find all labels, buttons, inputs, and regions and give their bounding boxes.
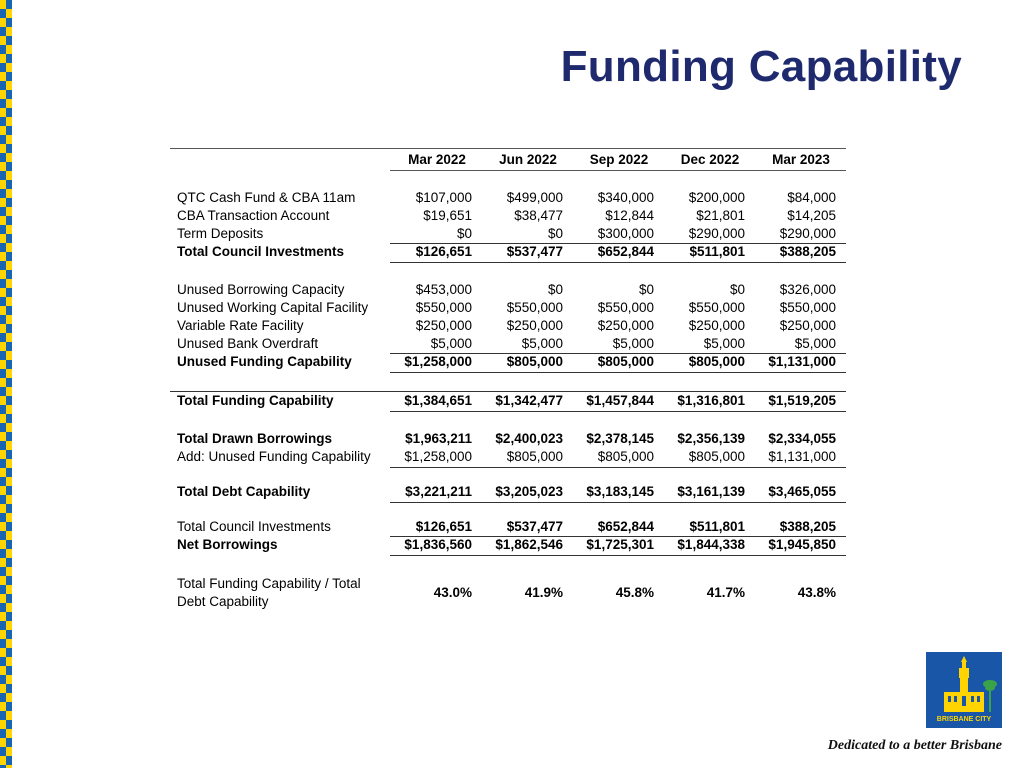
cell-value: $3,221,211: [405, 484, 472, 499]
cell-value: $14,205: [787, 208, 836, 223]
table-row: [170, 300, 846, 318]
table-rule: [390, 411, 846, 412]
cell-value: $805,000: [688, 449, 745, 464]
cell-value: $200,000: [688, 190, 745, 205]
table-row: [170, 336, 846, 354]
cell-value: 43.8%: [797, 585, 836, 600]
cell-value: $453,000: [415, 282, 472, 297]
table-rule: [390, 262, 846, 263]
cell-value: $1,131,000: [768, 354, 836, 369]
table-row: [170, 393, 846, 411]
table-header-row: [170, 152, 846, 170]
cell-value: $0: [547, 226, 563, 241]
cell-value: $2,400,023: [495, 431, 563, 446]
cell-value: $550,000: [779, 300, 836, 315]
table-rule: [390, 372, 846, 373]
table-rule: [390, 555, 846, 556]
column-header: Jun 2022: [499, 152, 557, 167]
row-label: Unused Borrowing Capacity: [177, 282, 345, 297]
cell-value: $1,258,000: [404, 449, 472, 464]
row-label: Unused Working Capital Facility: [177, 300, 369, 315]
table-row: [170, 318, 846, 336]
cell-value: $84,000: [787, 190, 836, 205]
row-label: Total Funding Capability: [177, 393, 334, 408]
column-header: Mar 2022: [408, 152, 466, 167]
table-rule: [390, 502, 846, 503]
cell-value: $1,945,850: [768, 537, 836, 552]
cell-value: $5,000: [612, 336, 654, 351]
cell-value: $805,000: [506, 449, 563, 464]
cell-value: $2,356,139: [677, 431, 745, 446]
cell-value: $2,334,055: [768, 431, 836, 446]
table-rule: [390, 467, 846, 468]
column-header: Sep 2022: [589, 152, 649, 167]
row-label: Variable Rate Facility: [177, 318, 304, 333]
cell-value: $1,519,205: [768, 393, 836, 408]
cell-value: 41.7%: [706, 585, 745, 600]
row-label: Add: Unused Funding Capability: [177, 449, 371, 464]
cell-value: $5,000: [794, 336, 836, 351]
cell-value: $1,342,477: [495, 393, 563, 408]
row-label: QTC Cash Fund & CBA 11am: [177, 190, 356, 205]
cell-value: $5,000: [430, 336, 472, 351]
cell-value: $652,844: [597, 244, 654, 259]
cell-value: $250,000: [688, 318, 745, 333]
cell-value: $340,000: [597, 190, 654, 205]
cell-value: $537,477: [506, 244, 563, 259]
table-rule: [390, 243, 846, 244]
table-row: [170, 354, 846, 372]
cell-value: $0: [456, 226, 472, 241]
row-label: Total Debt Capability: [177, 484, 311, 499]
table-rule: [390, 353, 846, 354]
cell-value: 43.0%: [433, 585, 472, 600]
table-row: [170, 484, 846, 502]
cell-value: $21,801: [696, 208, 745, 223]
cell-value: $805,000: [506, 354, 563, 369]
cell-value: $3,161,139: [677, 484, 745, 499]
cell-value: $126,651: [415, 244, 472, 259]
column-header: Mar 2023: [772, 152, 830, 167]
row-label: CBA Transaction Account: [177, 208, 330, 223]
row-label: Net Borrowings: [177, 537, 278, 552]
page-title: Funding Capability: [560, 42, 962, 91]
cell-value: $1,131,000: [768, 449, 836, 464]
table-rule: [170, 391, 846, 392]
table-row: [170, 431, 846, 449]
cell-value: $1,457,844: [586, 393, 654, 408]
logo-label: BRISBANE CITY: [936, 716, 992, 723]
cell-value: $250,000: [779, 318, 836, 333]
cell-value: $550,000: [597, 300, 654, 315]
table-row: [170, 519, 846, 537]
cell-value: $1,384,651: [404, 393, 472, 408]
cell-value: $250,000: [597, 318, 654, 333]
tagline: Dedicated to a better Brisbane: [827, 738, 1002, 753]
cell-value: $550,000: [415, 300, 472, 315]
row-label: Total Council Investments: [177, 244, 345, 259]
cell-value: $1,844,338: [677, 537, 745, 552]
table-row: [170, 576, 846, 609]
cell-value: $3,183,145: [586, 484, 654, 499]
cell-value: $5,000: [703, 336, 745, 351]
left-border-stripe: [0, 0, 12, 768]
cell-value: $511,801: [689, 244, 745, 259]
table-row: [170, 537, 846, 555]
row-label-continued: Debt Capability: [177, 594, 269, 609]
cell-value: $511,801: [689, 519, 745, 534]
table-row: [170, 282, 846, 300]
table-rule: [390, 536, 846, 537]
row-label: Total Council Investments: [177, 519, 331, 534]
table-row: [170, 244, 846, 262]
cell-value: $1,862,546: [495, 537, 563, 552]
cell-value: $0: [729, 282, 745, 297]
cell-value: $19,651: [423, 208, 472, 223]
cell-value: $250,000: [415, 318, 472, 333]
cell-value: $3,465,055: [768, 484, 836, 499]
row-label: Unused Funding Capability: [177, 354, 352, 369]
cell-value: $805,000: [597, 354, 654, 369]
cell-value: $1,963,211: [405, 431, 472, 446]
column-header: Dec 2022: [680, 152, 740, 167]
cell-value: $550,000: [688, 300, 745, 315]
cell-value: $388,205: [779, 519, 836, 534]
cell-value: $3,205,023: [495, 484, 563, 499]
cell-value: $1,258,000: [404, 354, 472, 369]
cell-value: $107,000: [415, 190, 472, 205]
cell-value: $2,378,145: [586, 431, 654, 446]
cell-value: $652,844: [597, 519, 654, 534]
cell-value: $38,477: [514, 208, 563, 223]
table-row: [170, 449, 846, 467]
header-rule: [390, 170, 846, 171]
cell-value: $388,205: [779, 244, 836, 259]
cell-value: $0: [638, 282, 654, 297]
row-label: Unused Bank Overdraft: [177, 336, 319, 351]
cell-value: 45.8%: [615, 585, 654, 600]
cell-value: $0: [547, 282, 563, 297]
cell-value: $290,000: [779, 226, 836, 241]
cell-value: $5,000: [521, 336, 563, 351]
cell-value: $1,316,801: [677, 393, 745, 408]
table-row: [170, 226, 846, 244]
cell-value: $300,000: [597, 226, 654, 241]
row-label: Total Drawn Borrowings: [177, 431, 333, 446]
cell-value: $805,000: [688, 354, 745, 369]
table-row: [170, 190, 846, 208]
cell-value: $499,000: [506, 190, 563, 205]
cell-value: $12,844: [605, 208, 654, 223]
table-row: [170, 208, 846, 226]
table-top-rule: [170, 148, 846, 149]
row-label: Total Funding Capability / Total: [177, 576, 361, 591]
cell-value: $550,000: [506, 300, 563, 315]
cell-value: 41.9%: [524, 585, 563, 600]
cell-value: $326,000: [779, 282, 836, 297]
cell-value: $1,725,301: [586, 537, 654, 552]
cell-value: $537,477: [506, 519, 563, 534]
cell-value: $290,000: [688, 226, 745, 241]
cell-value: $250,000: [506, 318, 563, 333]
row-label: Term Deposits: [177, 226, 264, 241]
cell-value: $1,836,560: [404, 537, 472, 552]
cell-value: $805,000: [597, 449, 654, 464]
cell-value: $126,651: [415, 519, 472, 534]
